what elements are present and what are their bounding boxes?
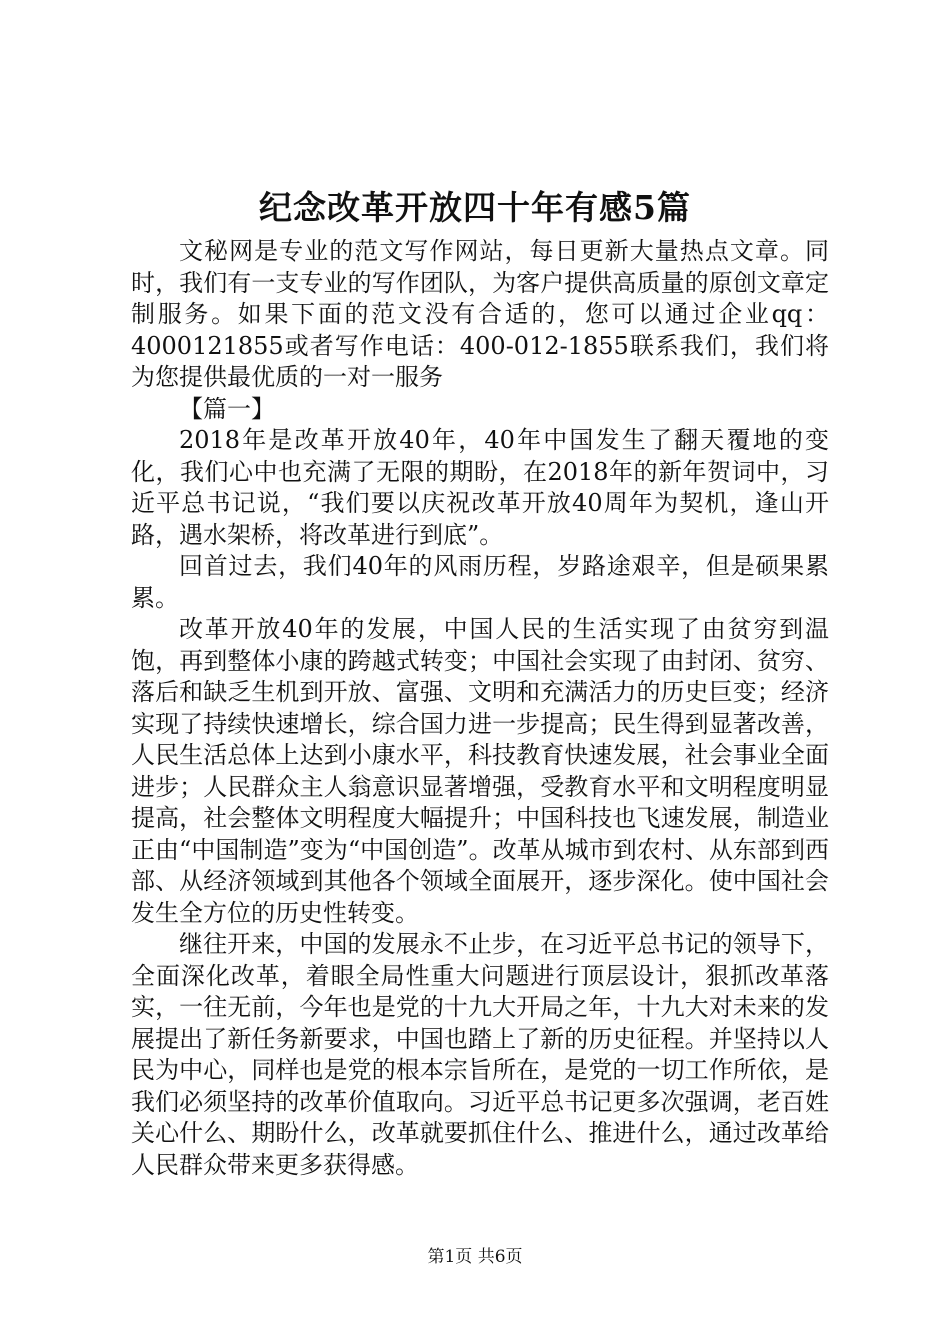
body-paragraph-1: 2018年是改革开放40年，40年中国发生了翻天覆地的变化，我们心中也充满了无限的期盼，在2018年的新年贺词中，习近平总书记说，“我们要以庆祝改革开放40周年为契机，逢山开路，遇水架桥，将改革进行到底”。 (131, 426, 829, 549)
body-paragraph-3: 改革开放40年的发展，中国人民的生活实现了由贫穷到温饱，再到整体小康的跨越式转变；中国社会实现了由封闭、贫穷、落后和缺乏生机到开放、富强、文明和充满活力的历史巨变；经济实现了持续快速增长，综合国力进一步提高；民生得到显著改善，人民生活总体上达到小康水平，科技教育快速发展，社会事业全面进步；人民群众主人翁意识显著增强，受教育水平和文明程度明显提高，社会整体文明程度大幅提升；中国科技也飞速发展，制造业正由“中国制造”变为“中国创造”。改革从城市到农村、从东部到西部、从经济领域到其他各个领域全面展开，逐步深化。使中国社会发生全方位的历史性转变。 (131, 615, 829, 927)
intro-paragraph: 文秘网是专业的范文写作网站，每日更新大量热点文章。同时，我们有一支专业的写作团队，为客户提供高质量的原创文章定制服务。如果下面的范文没有合适的，您可以通过企业qq：4000121855或者写作电话：400-012-1855联系我们，我们将为您提供最优质的一对一服务 (131, 237, 829, 391)
document-title: 纪念改革开放四十年有感5篇 (259, 188, 691, 227)
page-number-footer: 第1页 共6页 (427, 1247, 523, 1267)
section-heading: 【篇一】 (179, 394, 275, 423)
document-body (131, 236, 829, 1181)
body-paragraph-2: 回首过去，我们40年的风雨历程，岁路途艰辛，但是硕果累累。 (131, 552, 829, 612)
body-paragraph-4: 继往开来，中国的发展永不止步，在习近平总书记的领导下，全面深化改革，着眼全局性重大问题进行顶层设计，狠抓改革落实，一往无前，今年也是党的十九大开局之年，十九大对未来的发展提出了新任务新要求，中国也踏上了新的历史征程。并坚持以人民为中心，同样也是党的根本宗旨所在，是党的一切工作所依，是我们必须坚持的改革价值取向。习近平总书记更多次强调，老百姓关心什么、期盼什么，改革就要抓住什么、推进什么，通过改革给人民群众带来更多获得感。 (131, 930, 829, 1179)
